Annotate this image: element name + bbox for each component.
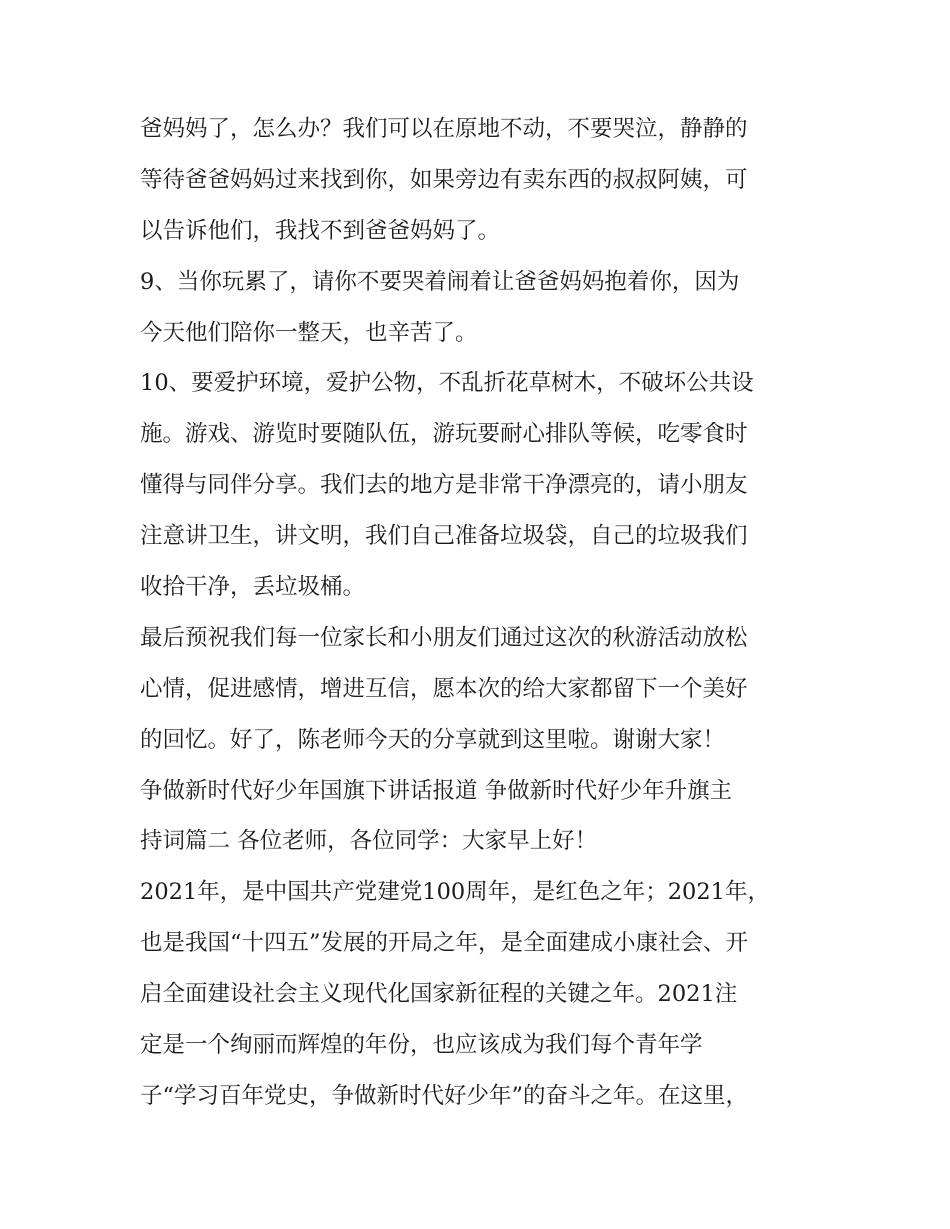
- text-line: 子“学习百年党史，争做新时代好少年”的奋斗之年。在这里，: [140, 1082, 749, 1109]
- text-line: 施。游戏、游览时要随队伍，游玩要耐心排队等候，吃零食时: [140, 421, 748, 448]
- text-line: 今天他们陪你一整天，也辛苦了。: [140, 319, 478, 346]
- text-line: 收拾干净，丢垃圾桶。: [140, 574, 366, 601]
- text-line: 以告诉他们，我找不到爸爸妈妈了。: [140, 217, 501, 244]
- text-line: 持词篇二 各位老师，各位同学：大家早上好！: [140, 828, 598, 855]
- text-line: 启全面建设社会主义现代化国家新征程的关键之年。2021注: [140, 981, 738, 1008]
- text-line: 心情，促进感情，增进互信，愿本次的给大家都留下一个美好: [140, 675, 748, 702]
- text-line: 等待爸爸妈妈过来找到你，如果旁边有卖东西的叔叔阿姨，可: [140, 166, 748, 193]
- text-line: 争做新时代好少年国旗下讲话报道 争做新时代好少年升旗主: [140, 777, 733, 804]
- text-line: 也是我国“十四五”发展的开局之年，是全面建成小康社会、开: [140, 930, 749, 957]
- text-line: 9、当你玩累了，请你不要哭着闹着让爸爸妈妈抱着你，因为: [140, 268, 740, 295]
- text-line: 懂得与同伴分享。我们去的地方是非常干净漂亮的，请小朋友: [140, 472, 748, 499]
- text-line: 最后预祝我们每一位家长和小朋友们通过这次的秋游活动放松: [140, 624, 748, 651]
- text-line: 注意讲卫生，讲文明，我们自己准备垃圾袋，自己的垃圾我们: [140, 523, 748, 550]
- document-body: [140, 104, 830, 1122]
- text-line: 10、要爱护环境，爱护公物，不乱折花草树木，不破坏公共设: [140, 370, 754, 397]
- text-line: 的回忆。好了，陈老师今天的分享就到这里啦。谢谢大家！: [140, 726, 726, 753]
- text-line: 2021年，是中国共产党建党100周年，是红色之年；2021年，: [140, 879, 770, 906]
- text-line: 爸妈妈了，怎么办？我们可以在原地不动，不要哭泣，静静的: [140, 116, 748, 142]
- text-line: 定是一个绚丽而辉煌的年份，也应该成为我们每个青年学: [140, 1032, 703, 1059]
